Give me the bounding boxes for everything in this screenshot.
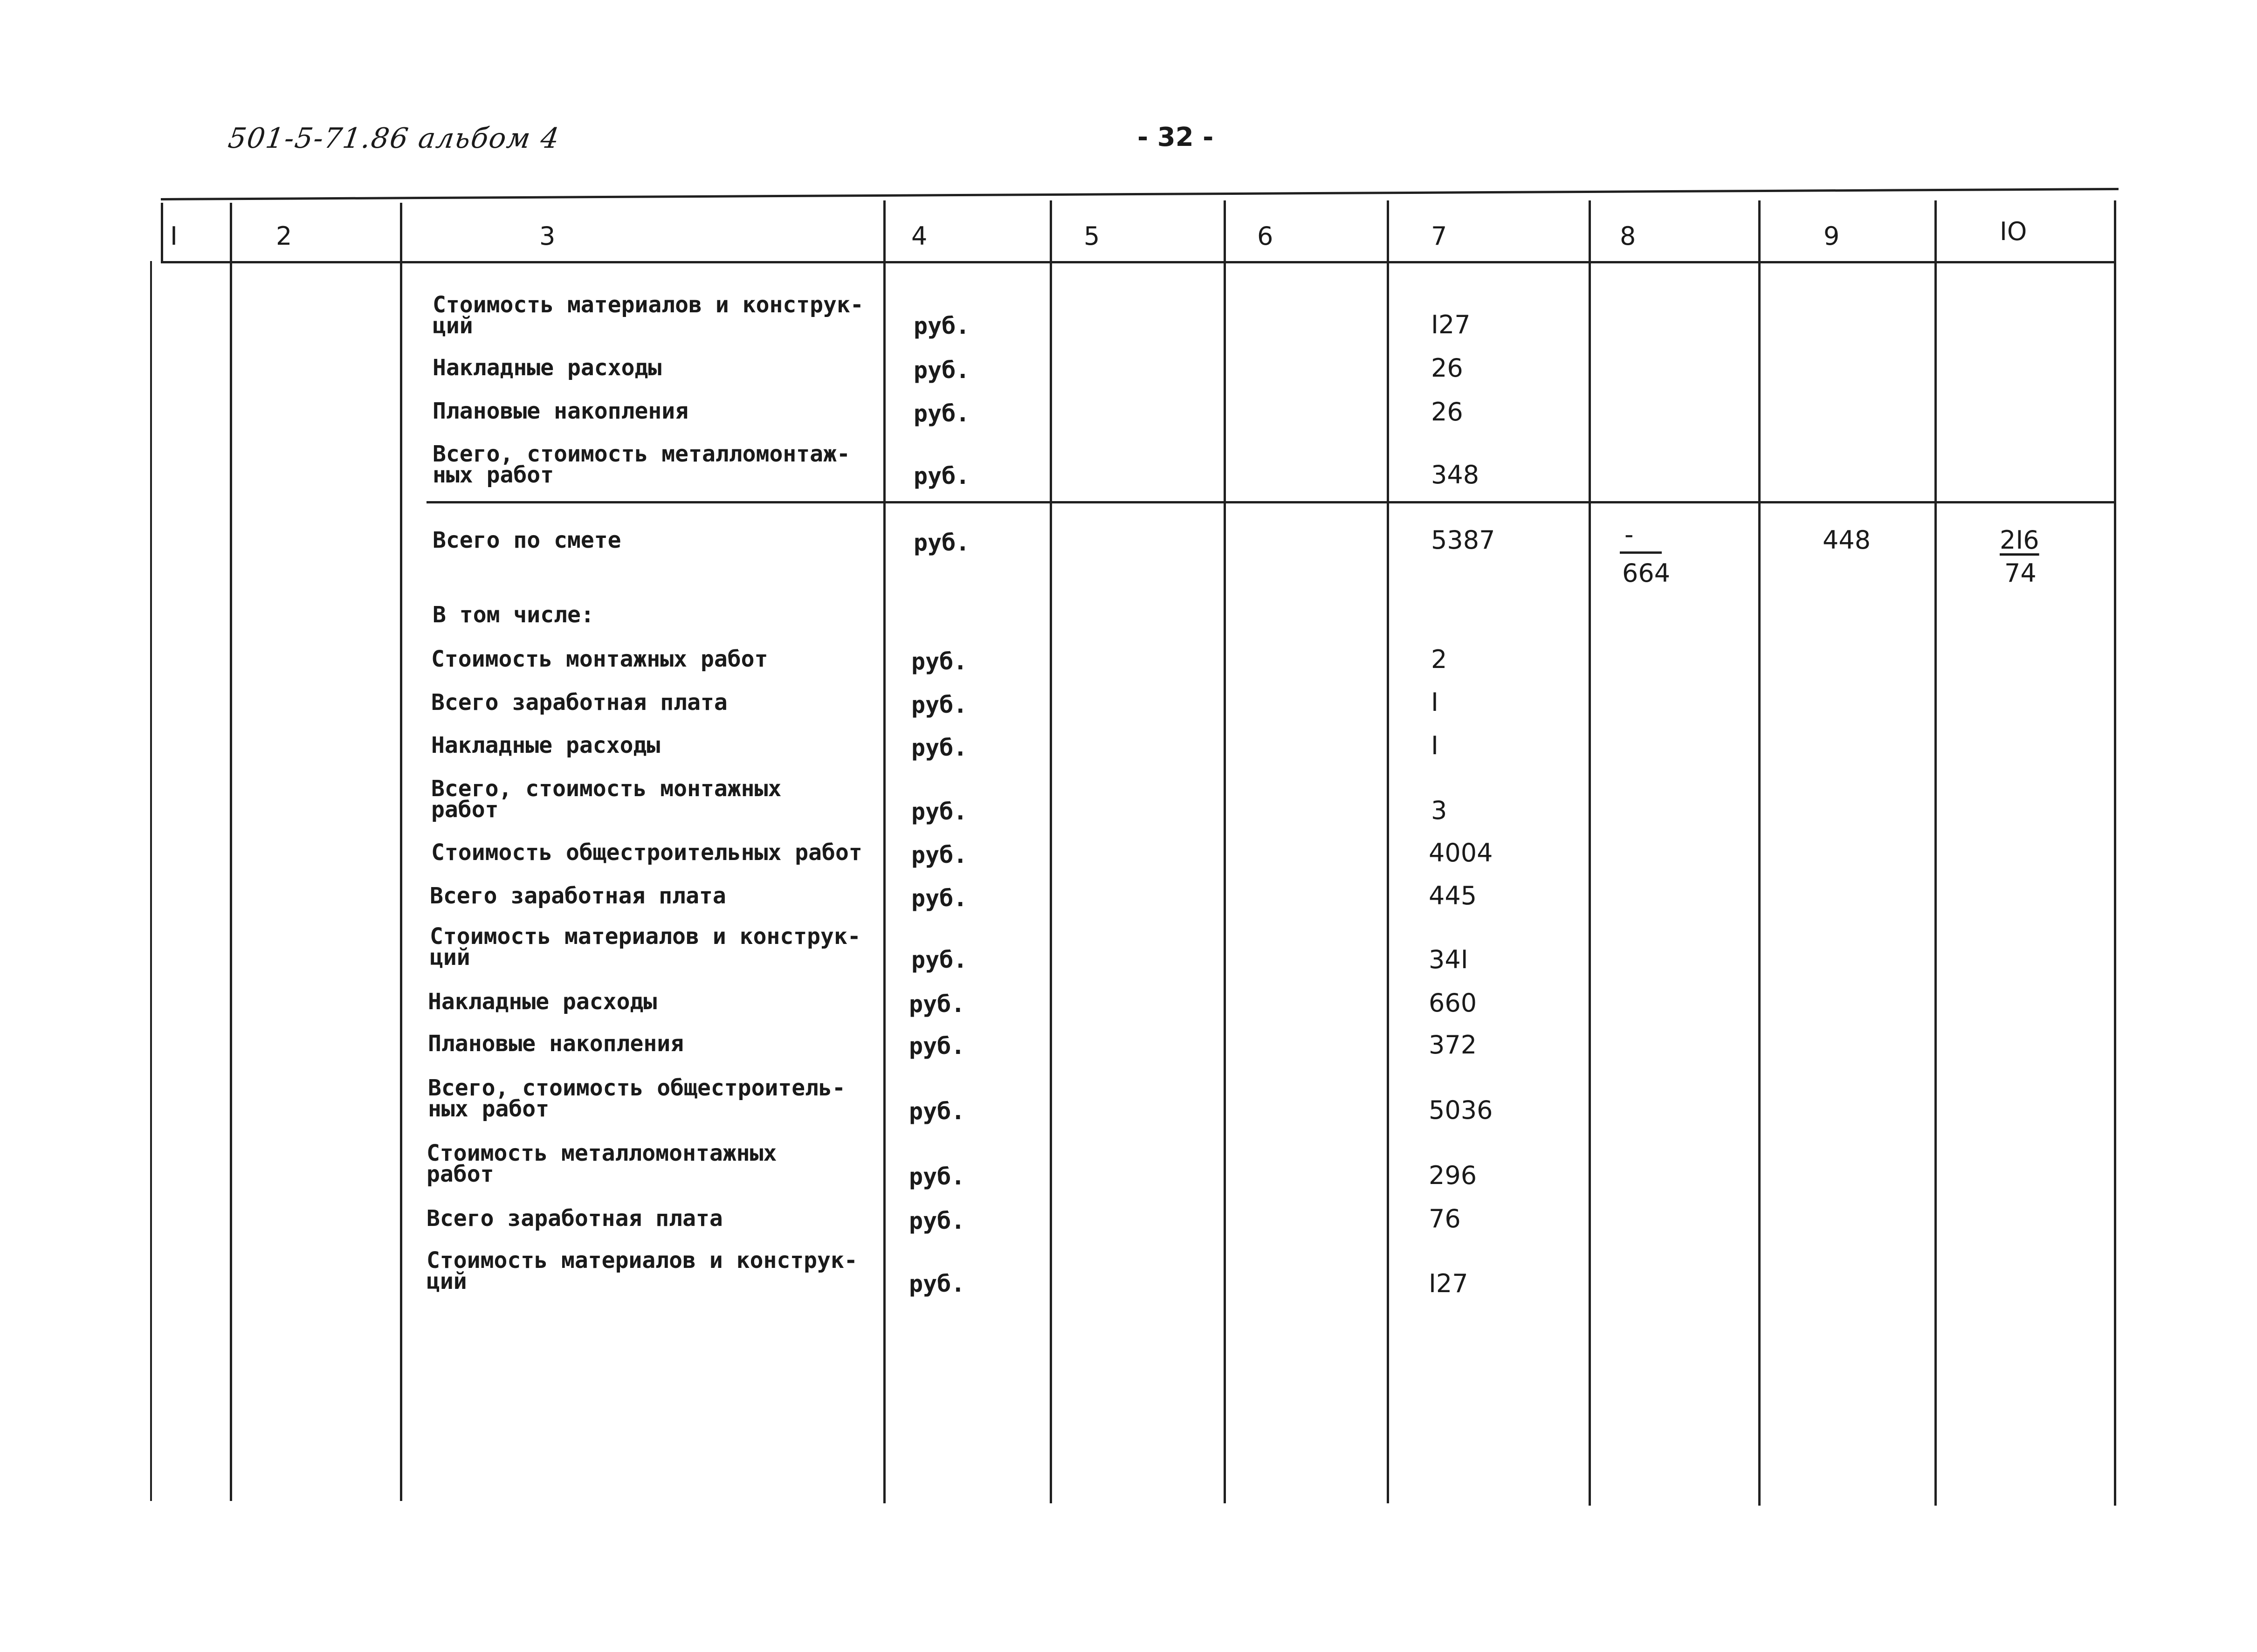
col-divider <box>883 200 886 1503</box>
column-number: 5 <box>1084 221 1100 251</box>
column-number: 4 <box>911 221 928 251</box>
column-number: 7 <box>1431 221 1447 251</box>
column-number: 9 <box>1823 221 1840 251</box>
column-number: 8 <box>1620 221 1636 251</box>
row-unit: руб. <box>911 798 968 825</box>
col-divider <box>1934 200 1937 1506</box>
row-unit: руб. <box>914 357 970 384</box>
col-divider <box>1589 200 1591 1506</box>
row-value-col7: 348 <box>1431 460 1479 489</box>
header-bottom-border <box>161 261 2114 263</box>
row-unit: руб. <box>914 529 970 556</box>
row-value-col7: 26 <box>1431 353 1463 383</box>
row-unit: руб. <box>909 1270 965 1297</box>
col-divider <box>2114 200 2116 1506</box>
row-description: Всего заработная плата <box>430 883 726 909</box>
row-unit: руб. <box>909 1032 965 1060</box>
row-description: Всего, стоимость общестроитель- <box>428 1075 846 1101</box>
row-value-col7: 372 <box>1429 1030 1477 1060</box>
row-value-col9: 448 <box>1823 525 1871 555</box>
row-unit: руб. <box>914 400 970 427</box>
row-description: Всего, стоимость металломонтаж- <box>433 441 850 467</box>
row-unit: руб. <box>914 462 970 489</box>
row-value-col7: 445 <box>1429 881 1477 910</box>
row-value-col7: 34I <box>1429 945 1468 974</box>
row-value-col7: 5036 <box>1429 1095 1493 1125</box>
fraction-numerator-col10: 2I6 <box>2000 525 2039 555</box>
row-value-col7: 296 <box>1429 1161 1477 1190</box>
column-number: IO <box>2000 217 2027 246</box>
row-value-col7: 2 <box>1431 645 1447 674</box>
row-description-cont: ных работ <box>428 1096 550 1122</box>
col-divider <box>1050 200 1052 1503</box>
table-top-border <box>161 188 2119 200</box>
row-value-col7: I27 <box>1429 1269 1468 1298</box>
row-value-col7: 76 <box>1429 1204 1461 1233</box>
row-unit: руб. <box>911 946 968 973</box>
fraction-denominator-col8: 664 <box>1622 558 1671 588</box>
row-value-col7: I <box>1431 731 1438 760</box>
total-label: Всего по смете <box>433 527 621 553</box>
row-value-col7: 3 <box>1431 796 1447 825</box>
col-divider <box>161 203 163 261</box>
row-description: Стоимость материалов и конструк- <box>430 923 861 950</box>
row-description: Накладные расходы <box>431 732 661 758</box>
row-description: Накладные расходы <box>428 989 657 1015</box>
row-description: Стоимость материалов и конструк- <box>427 1247 858 1273</box>
row-unit: руб. <box>911 734 968 761</box>
column-number: 3 <box>539 221 556 251</box>
row-description: Стоимость материалов и конструк- <box>433 292 864 318</box>
row-unit: руб. <box>911 841 968 868</box>
row-description-cont: ций <box>427 1268 467 1294</box>
fraction-numerator-col8: - <box>1624 520 1634 549</box>
row-description: Стоимость монтажных работ <box>431 646 768 672</box>
column-number: 6 <box>1257 221 1273 251</box>
document-reference: 501-5-71.86 альбом 4 <box>226 122 562 155</box>
row-description-cont: ций <box>430 944 470 971</box>
row-value-col7: I <box>1431 688 1438 717</box>
row-unit: руб. <box>914 312 970 339</box>
row-unit: руб. <box>911 691 968 718</box>
page-number: - 32 - <box>1137 122 1214 152</box>
row-value-col7: 4004 <box>1429 838 1493 867</box>
row-description: Накладные расходы <box>433 355 662 381</box>
row-value-col7: 5387 <box>1431 525 1495 555</box>
col-divider <box>400 203 402 1501</box>
row-description: Плановые накопления <box>433 398 689 424</box>
row-unit: руб. <box>909 1207 965 1234</box>
row-unit: руб. <box>909 991 965 1018</box>
row-description: Стоимость металломонтажных <box>427 1140 777 1166</box>
col-divider <box>230 203 232 1501</box>
row-description-cont: ций <box>433 313 473 339</box>
row-description-cont: работ <box>427 1161 494 1187</box>
column-number: 2 <box>276 221 292 251</box>
row-description: Всего, стоимость монтажных <box>431 776 782 802</box>
section-separator <box>427 501 2116 503</box>
row-description-cont: ных работ <box>433 462 554 488</box>
row-description: Плановые накопления <box>428 1031 684 1057</box>
fraction-denominator-col10: 74 <box>2004 558 2037 588</box>
row-description: Всего заработная плата <box>431 689 728 716</box>
col-divider <box>150 261 152 1501</box>
row-value-col7: I27 <box>1431 310 1471 339</box>
row-description: Всего заработная плата <box>427 1205 723 1232</box>
row-description-cont: работ <box>431 797 499 823</box>
row-unit: руб. <box>909 1163 965 1190</box>
row-description: Стоимость общестроительных работ <box>431 840 862 866</box>
col-divider <box>1224 200 1226 1503</box>
row-unit: руб. <box>911 648 968 675</box>
row-value-col7: 26 <box>1431 397 1463 427</box>
col-divider <box>1758 200 1761 1506</box>
fraction-bar-col8 <box>1620 551 1662 554</box>
col-divider <box>1387 200 1389 1503</box>
column-number: I <box>170 221 178 251</box>
subsection-label: В том числе: <box>433 602 594 628</box>
row-unit: руб. <box>911 885 968 912</box>
row-unit: руб. <box>909 1098 965 1125</box>
row-value-col7: 660 <box>1429 988 1477 1018</box>
